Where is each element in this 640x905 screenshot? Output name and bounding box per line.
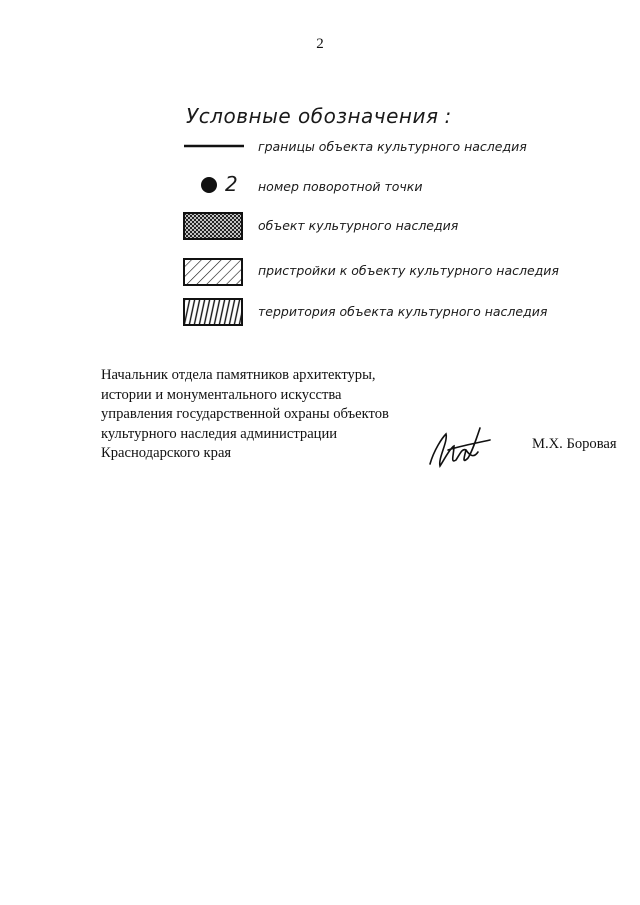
vertical-hatch-rect-icon bbox=[183, 298, 243, 326]
legend-label-boundaries: границы объекта культурного наследия bbox=[258, 139, 527, 154]
position-line: истории и монументального искусства bbox=[101, 386, 342, 403]
position-line: управления государственной охраны объектов bbox=[101, 406, 389, 422]
crosshatch-rect-icon bbox=[183, 212, 243, 240]
position-line: Краснодарского края bbox=[101, 445, 232, 461]
page-number: 2 bbox=[316, 36, 324, 52]
signatory-position bbox=[101, 366, 389, 464]
legend-label-heritage-object: объект культурного наследия bbox=[258, 218, 459, 233]
legend-title-colon: : bbox=[444, 104, 452, 128]
signatory-name: М.Х. Боровая bbox=[532, 436, 617, 452]
legend-label-turn-point: номер поворотной точки bbox=[258, 179, 423, 194]
diagonal-hatch-rect-icon bbox=[183, 258, 243, 286]
legend-title-text: Условные обозначения bbox=[186, 104, 439, 128]
position-line: культурного наследия администрации bbox=[101, 425, 338, 442]
legend-label-annexes: пристройки к объекту культурного наследия bbox=[258, 263, 559, 278]
handwritten-signature bbox=[420, 420, 500, 475]
solid-line-icon bbox=[183, 142, 245, 150]
legend-label-territory: территория объекта культурного наследия bbox=[258, 304, 548, 319]
turn-point-number: 2 bbox=[225, 172, 238, 196]
filled-circle-icon bbox=[199, 175, 219, 195]
legend-title bbox=[186, 104, 452, 128]
position-line: Начальник отдела памятников архитектуры, bbox=[101, 367, 376, 383]
